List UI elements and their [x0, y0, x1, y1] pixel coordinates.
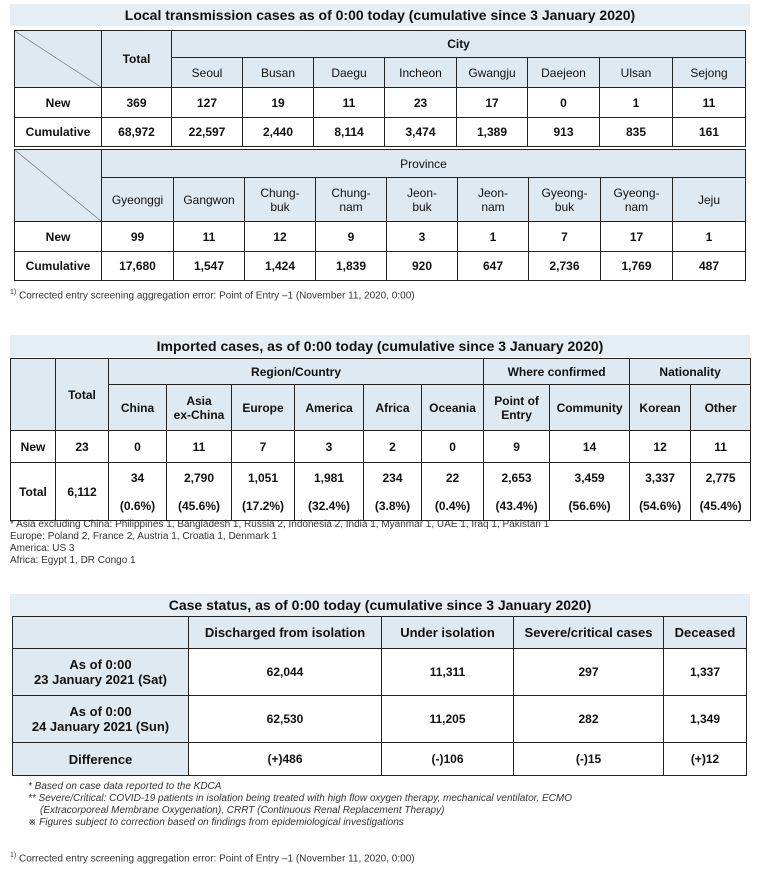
note-line: Africa: Egypt 1, DR Congo 1 — [10, 555, 136, 566]
note-line: (Extracorporeal Membrane Oxygenation), CRRT (Continuous Renal Replacement Therapy) — [40, 805, 445, 816]
note-line: * Asia excluding China: Philippines 1, Bangladesh 1, Russia 2, Indonesia 2, India 1, Myanmar 1, UAE 1, Iraq 1, Pakistan 1 — [10, 519, 550, 530]
data-cell: 62,044 — [189, 649, 382, 696]
table-row — [13, 649, 747, 696]
column-header: Korean — [630, 385, 691, 431]
city-header: Incheon — [385, 58, 457, 88]
total-new-cell: 23 — [56, 431, 109, 463]
row-label: Cumulative — [15, 118, 102, 147]
province-header: Jeju — [673, 178, 746, 222]
data-cell: (-)106 — [382, 743, 514, 776]
table-row — [11, 463, 751, 521]
data-cell: (+)486 — [189, 743, 382, 776]
table-row — [15, 252, 746, 281]
data-cell: 8,114 — [314, 118, 385, 147]
table-row — [15, 222, 746, 252]
data-cell: 11,205 — [382, 696, 514, 743]
city-header: Busan — [243, 58, 314, 88]
data-cell: 12 — [245, 222, 316, 252]
data-cell: 17 — [457, 88, 528, 118]
data-cell: 12 — [630, 431, 691, 463]
data-cell: 34 (0.6%) — [109, 463, 167, 521]
province-header: Gangwon — [174, 178, 245, 222]
data-cell: 22,597 — [172, 118, 243, 147]
table-row — [15, 88, 746, 118]
data-cell: 3,459 (56.6%) — [550, 463, 630, 521]
column-header: Under isolation — [382, 617, 514, 649]
note-line: Europe: Poland 2, France 2, Austria 1, Croatia 1, Denmark 1 — [10, 531, 278, 542]
case-status-table — [12, 616, 747, 776]
data-cell: 1,349 — [664, 696, 747, 743]
data-cell: 913 — [528, 118, 600, 147]
data-cell: 2 — [364, 431, 422, 463]
data-cell: (+)12 — [664, 743, 747, 776]
data-cell: 11 — [314, 88, 385, 118]
province-header: Gyeong- buk — [529, 178, 601, 222]
data-cell: 7 — [529, 222, 601, 252]
column-header: Point of Entry — [484, 385, 550, 431]
data-cell: (-)15 — [514, 743, 664, 776]
city-header: Daegu — [314, 58, 385, 88]
column-header: Severe/critical cases — [514, 617, 664, 649]
data-cell: 14 — [550, 431, 630, 463]
local-transmission-table — [14, 30, 746, 147]
column-header: Community — [550, 385, 630, 431]
data-cell: 487 — [673, 252, 746, 281]
data-cell: 11,311 — [382, 649, 514, 696]
column-header: Europe — [232, 385, 295, 431]
data-cell: 1 — [673, 222, 746, 252]
note-line: * Based on case data reported to the KDCA — [28, 781, 222, 792]
province-header: Gyeong- nam — [601, 178, 673, 222]
data-cell: 835 — [600, 118, 673, 147]
data-cell: 1,769 — [601, 252, 673, 281]
status-notes — [28, 781, 572, 829]
city-header: Sejong — [673, 58, 746, 88]
column-header: China — [109, 385, 167, 431]
row-label: Total — [11, 463, 56, 521]
data-cell: 920 — [387, 252, 458, 281]
region-group-header: Region/Country — [109, 359, 484, 385]
row-label: As of 0:00 23 January 2021 (Sat) — [13, 649, 189, 696]
row-label: As of 0:00 24 January 2021 (Sun) — [13, 696, 189, 743]
table-row — [15, 118, 746, 147]
local-section-title: Local transmission cases as of 0:00 today (cumulative since 3 January 2020) — [10, 4, 750, 26]
data-cell: 1 — [600, 88, 673, 118]
table-row — [13, 696, 747, 743]
row-label: Difference — [13, 743, 189, 776]
city-header: Ulsan — [600, 58, 673, 88]
city-header: Daejeon — [528, 58, 600, 88]
data-cell: 23 — [385, 88, 457, 118]
total-header: Total — [102, 31, 172, 88]
data-cell: 161 — [673, 118, 746, 147]
province-group-header: Province — [102, 150, 746, 178]
province-header: Jeon- nam — [458, 178, 529, 222]
nationality-group-header: Nationality — [630, 359, 751, 385]
row-label: New — [11, 431, 56, 463]
data-cell: 1,424 — [245, 252, 316, 281]
column-header: Other — [691, 385, 751, 431]
data-cell: 3,474 — [385, 118, 457, 147]
diagonal-header-cell — [15, 150, 102, 222]
data-cell: 1 — [458, 222, 529, 252]
data-cell: 2,440 — [243, 118, 314, 147]
city-group-header: City — [172, 31, 746, 58]
table-row — [13, 743, 747, 776]
province-header: Chung- nam — [316, 178, 387, 222]
data-cell: 2,736 — [529, 252, 601, 281]
row-label: New — [15, 88, 102, 118]
data-cell: 3 — [295, 431, 364, 463]
data-cell: 1,051 (17.2%) — [232, 463, 295, 521]
where-group-header: Where confirmed — [484, 359, 630, 385]
status-section-title: Case status, as of 0:00 today (cumulative since 3 January 2020) — [10, 594, 750, 616]
data-cell: 9 — [484, 431, 550, 463]
data-cell: 282 — [514, 696, 664, 743]
data-cell: 234 (3.8%) — [364, 463, 422, 521]
data-cell: 0 — [109, 431, 167, 463]
total-new-cell: 369 — [102, 88, 172, 118]
data-cell: 17 — [601, 222, 673, 252]
data-cell: 11 — [673, 88, 746, 118]
imported-notes — [10, 519, 549, 567]
local-footnote: $^{1)}$ Corrected entry screening aggregation error: Point of Entry –1 (November 11, 2020, 0:00) — [10, 289, 415, 302]
province-header: Chung- buk — [245, 178, 316, 222]
column-header: America — [295, 385, 364, 431]
data-cell: 1,389 — [457, 118, 528, 147]
column-header: Deceased — [664, 617, 747, 649]
data-cell: 3,337 (54.6%) — [630, 463, 691, 521]
data-cell: 22 (0.4%) — [422, 463, 484, 521]
data-cell: 3 — [387, 222, 458, 252]
data-cell: 62,530 — [189, 696, 382, 743]
data-cell: 11 — [174, 222, 245, 252]
data-cell: 11 — [691, 431, 751, 463]
data-cell: 1,547 — [174, 252, 245, 281]
data-cell: 127 — [172, 88, 243, 118]
column-header: Africa — [364, 385, 422, 431]
data-cell: 2,790 (45.6%) — [167, 463, 232, 521]
row-label: New — [15, 222, 102, 252]
data-cell: 99 — [102, 222, 174, 252]
data-cell: 19 — [243, 88, 314, 118]
province-header: Gyeonggi — [102, 178, 174, 222]
total-total-cell: 6,112 — [56, 463, 109, 521]
data-cell: 1,839 — [316, 252, 387, 281]
imported-cases-table — [10, 358, 751, 521]
table-row — [11, 431, 751, 463]
data-cell: 1,981 (32.4%) — [295, 463, 364, 521]
data-cell: 2,775 (45.4%) — [691, 463, 751, 521]
data-cell: 0 — [422, 431, 484, 463]
local-province-table — [14, 149, 746, 281]
data-cell: 1,337 — [664, 649, 747, 696]
data-cell: 11 — [167, 431, 232, 463]
data-cell: 9 — [316, 222, 387, 252]
note-line: ** Severe/Critical: COVID-19 patients in isolation being treated with high flow oxygen therapy, mechanical ventilator, ECMO — [28, 793, 572, 804]
corner-cell — [13, 617, 189, 649]
corner-cell — [11, 359, 56, 431]
note-line: America: US 3 — [10, 543, 75, 554]
data-cell: 7 — [232, 431, 295, 463]
row-label: Cumulative — [15, 252, 102, 281]
imported-section-title: Imported cases, as of 0:00 today (cumulative since 3 January 2020) — [10, 335, 750, 357]
column-header: Asia ex-China — [167, 385, 232, 431]
data-cell: 2,653 (43.4%) — [484, 463, 550, 521]
total-cumulative-cell: 68,972 — [102, 118, 172, 147]
city-header: Gwangju — [457, 58, 528, 88]
data-cell: 17,680 — [102, 252, 174, 281]
status-footnote: $^{1)}$ Corrected entry screening aggregation error: Point of Entry –1 (November 11, 2020, 0:00) — [10, 852, 415, 865]
province-header: Jeon- buk — [387, 178, 458, 222]
column-header: Oceania — [422, 385, 484, 431]
data-cell: 647 — [458, 252, 529, 281]
city-header: Seoul — [172, 58, 243, 88]
note-line: ※ Figures subject to correction based on findings from epidemiological investigations — [28, 817, 404, 828]
column-header: Discharged from isolation — [189, 617, 382, 649]
data-cell: 0 — [528, 88, 600, 118]
diagonal-header-cell — [15, 31, 102, 88]
data-cell: 297 — [514, 649, 664, 696]
total-header: Total — [56, 359, 109, 431]
